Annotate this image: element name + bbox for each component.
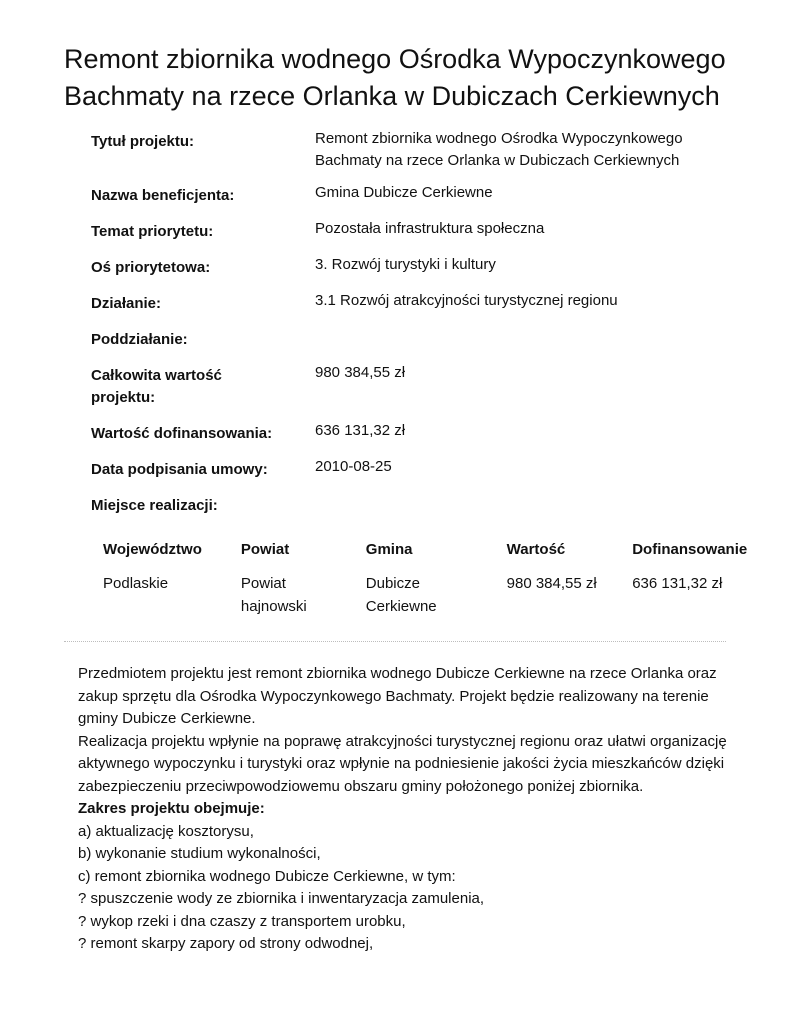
info-row-cofinancing — [91, 420, 741, 456]
section-divider — [64, 641, 726, 642]
field-value: 980 384,55 zł — [315, 364, 406, 381]
table-cell: Powiat hajnowski — [240, 575, 307, 615]
list-item: c) remont zbiornika wodnego Dubicze Cerkiewne, w tym: — [78, 867, 456, 885]
field-label: Miejsce realizacji: — [91, 497, 218, 514]
description-paragraph: Przedmiotem projektu jest remont zbiornika wodnego Dubicze Cerkiewne na rzece Orlanka oraz zakup sprzętu dla Ośrodka Wypoczynkowego Bachmaty. Projekt będzie realizowany na terenie gminy Dubicze Cerkiewne. — [78, 665, 717, 727]
list-item: ? wykop rzeki i dna czaszy z transportem urobku, — [78, 912, 406, 930]
list-item: ? spuszczenie wody ze zbiornika i inwentaryzacja zamulenia, — [78, 890, 485, 907]
field-label: Poddziałanie: — [91, 331, 188, 348]
column-header: Województwo — [103, 541, 202, 558]
field-label: Data podpisania umowy: — [91, 461, 268, 478]
column-header: Powiat — [240, 541, 290, 558]
field-value: 3.1 Rozwój atrakcyjności turystycznej regionu — [315, 292, 618, 309]
field-label: Temat priorytetu: — [91, 223, 214, 240]
field-label: Tytuł projektu: — [91, 133, 195, 150]
table-cell: Podlaskie — [103, 575, 169, 592]
field-label: Wartość dofinansowania: — [91, 425, 273, 442]
list-item: ? remont skarpy zapory od strony odwodnej, — [78, 935, 374, 952]
info-row-subaction — [91, 326, 741, 362]
location-table — [103, 538, 791, 618]
list-item: b) wykonanie studium wykonalności, — [78, 845, 321, 862]
table-header-row — [103, 538, 791, 572]
column-header: Gmina — [365, 541, 413, 558]
column-header: Wartość — [506, 541, 566, 558]
info-row-priority-axis — [91, 254, 741, 290]
field-label: Oś priorytetowa: — [91, 259, 211, 276]
info-row-location — [91, 492, 741, 522]
info-row-title — [91, 128, 741, 182]
table-cell: Dubicze Cerkiewne — [365, 575, 437, 615]
info-row-signing-date — [91, 456, 741, 492]
table-cell: 980 384,55 zł — [506, 575, 597, 592]
field-value: 3. Rozwój turystyki i kultury — [315, 256, 496, 273]
info-row-beneficiary — [91, 182, 741, 218]
field-value — [315, 326, 741, 362]
list-item: a) aktualizację kosztorysu, — [78, 822, 254, 840]
description-paragraph: Realizacja projektu wpłynie na poprawę atrakcyjności turystycznej regionu oraz ułatwi organizację aktywnego wypoczynku i turystyki oraz wpłynie na podniesienie jakości życia mieszkańców dzięki zabezpieczeniu przeciwpowodziowemu obszaru gminy położonego poniżej zbiornika. — [78, 732, 727, 795]
field-label: Całkowita wartość projektu: — [91, 367, 222, 406]
field-value: Remont zbiornika wodnego Ośrodka Wypoczynkowego Bachmaty na rzece Orlanka w Dubiczach Cerkiewnych — [315, 130, 683, 169]
field-value: 636 131,32 zł — [315, 422, 406, 439]
field-value: 2010-08-25 — [315, 458, 392, 475]
column-header: Dofinansowanie — [632, 541, 748, 558]
info-row-total-value — [91, 362, 741, 420]
project-description — [78, 663, 738, 956]
scope-heading: Zakres projektu obejmuje: — [78, 800, 265, 817]
info-row-priority-topic — [91, 218, 741, 254]
page-title: Remont zbiornika wodnego Ośrodka Wypoczynkowego Bachmaty na rzece Orlanka w Dubiczach Cerkiewnych — [64, 44, 726, 111]
field-value — [315, 492, 741, 522]
field-label: Działanie: — [91, 295, 162, 312]
field-value: Pozostała infrastruktura społeczna — [315, 220, 545, 237]
project-info — [91, 128, 741, 522]
table-row — [103, 572, 791, 618]
field-label: Nazwa beneficjenta: — [91, 187, 235, 204]
info-row-action — [91, 290, 741, 326]
field-value: Gmina Dubicze Cerkiewne — [315, 184, 493, 201]
table-cell: 636 131,32 zł — [632, 575, 723, 592]
